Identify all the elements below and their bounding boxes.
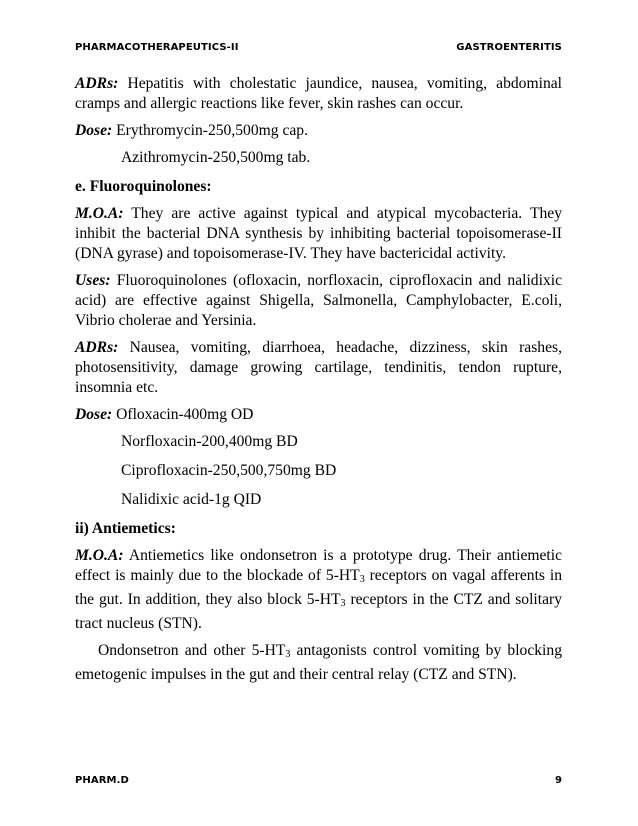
uses-label: Uses: xyxy=(75,272,111,289)
page-content xyxy=(75,74,562,692)
dose-line: Nalidixic acid-1g QID xyxy=(121,491,262,508)
dose-paragraph-1 xyxy=(75,121,562,141)
dose-line: Norfloxacin-200,400mg BD xyxy=(121,433,298,450)
adrs-text: Hepatitis with cholestatic jaundice, nausea, vomiting, abdominal cramps and allergic reactions like fever, skin rashes can occur. xyxy=(75,75,562,112)
header-topic-title: GASTROENTERITIS xyxy=(456,42,562,53)
subscript: 3 xyxy=(340,598,346,609)
moa-label: M.O.A: xyxy=(75,205,124,222)
ondonsetron-paragraph xyxy=(75,641,562,685)
dose-label: Dose: xyxy=(75,122,113,139)
page-header xyxy=(75,42,562,53)
adrs-label: ADRs: xyxy=(75,75,119,92)
section-heading-antiemetics: ii) Antiemetics: xyxy=(75,520,176,537)
paragraph-text: antagonists control vomiting by blocking emetogenic impulses in the gut and their central relay (CTZ and STN). xyxy=(75,642,562,683)
moa-text: Antiemetics like ondonsetron is a prototype drug. Their antiemetic effect is mainly due to the blockade of 5-HT xyxy=(75,547,562,584)
header-course-title: PHARMACOTHERAPEUTICS-II xyxy=(75,42,239,53)
subscript: 3 xyxy=(359,574,365,585)
dose-label: Dose: xyxy=(75,406,113,423)
adrs-text: Nausea, vomiting, diarrhoea, headache, dizziness, skin rashes, photosensitivity, damage growing cartilage, tendinitis, tendon rupture, insomnia etc. xyxy=(75,339,562,396)
subscript: 3 xyxy=(285,649,291,660)
moa-text: receptors in the CTZ and solitary tract nucleus (STN). xyxy=(75,591,562,632)
dose-text: Ofloxacin-400mg OD xyxy=(112,406,254,423)
page-footer xyxy=(75,775,562,786)
page-number: 9 xyxy=(554,775,562,786)
dose-line: Ciprofloxacin-250,500,750mg BD xyxy=(121,462,337,479)
dose-line: Azithromycin-250,500mg tab. xyxy=(121,149,311,166)
uses-text: Fluoroquinolones (ofloxacin, norfloxacin, ciprofloxacin and nalidixic acid) are effective against Shigella, Salmonella, Camphylobacter, E.coli, Vibrio cholerae and Yersinia. xyxy=(75,272,562,329)
moa-text: receptors on vagal afferents in the gut. In addition, they also block 5-HT xyxy=(75,567,562,608)
adrs-label: ADRs: xyxy=(75,339,119,356)
section-heading-fluoroquinolones: e. Fluoroquinolones: xyxy=(75,178,212,195)
moa-paragraph-2 xyxy=(75,546,562,634)
dose-text: Erythromycin-250,500mg cap. xyxy=(112,122,308,139)
dose-paragraph-2 xyxy=(75,405,562,425)
moa-paragraph-1 xyxy=(75,204,562,264)
moa-text: They are active against typical and atypical mycobacteria. They inhibit the bacterial DNA synthesis by inhibiting bacterial topoisomerase-II (DNA gyrase) and topoisomerase-IV. They have bactericidal activity. xyxy=(75,205,562,262)
moa-label: M.O.A: xyxy=(75,547,124,564)
paragraph-text: Ondonsetron and other 5-HT xyxy=(98,642,286,659)
footer-program: PHARM.D xyxy=(75,775,129,786)
adrs-paragraph-2 xyxy=(75,338,562,398)
adrs-paragraph-1 xyxy=(75,74,562,114)
uses-paragraph xyxy=(75,271,562,331)
